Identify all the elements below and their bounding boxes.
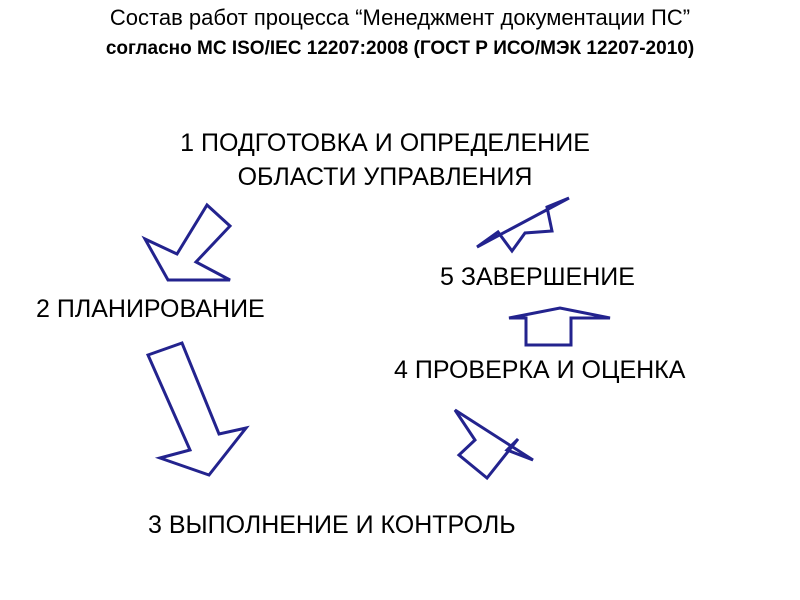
stage-1-line-1: 1 ПОДГОТОВКА И ОПРЕДЕЛЕНИЕ <box>180 129 590 157</box>
stage-5-completion: 5 ЗАВЕРШЕНИЕ <box>440 263 635 291</box>
arrow-1-to-2-icon <box>145 205 230 280</box>
slide-title-line-2: согласно МС ISO/IEC 12207:2008 (ГОСТ Р ИСО/МЭК 12207-2010) <box>105 38 695 59</box>
arrow-3-to-4-icon <box>455 410 533 478</box>
stage-2-planning: 2 ПЛАНИРОВАНИЕ <box>36 295 265 323</box>
slide-title-line-1: Состав работ процесса “Менеджмент документации ПС” <box>109 5 691 30</box>
stage-1-line-2: ОБЛАСТИ УПРАВЛЕНИЯ <box>237 163 533 191</box>
arrow-4-to-5-icon <box>509 308 610 345</box>
stage-4-review: 4 ПРОВЕРКА И ОЦЕНКА <box>394 356 686 384</box>
arrow-2-to-3-icon <box>148 343 246 475</box>
arrow-5-to-1-icon <box>477 198 569 251</box>
stage-3-execution: 3 ВЫПОЛНЕНИЕ И КОНТРОЛЬ <box>148 511 516 539</box>
